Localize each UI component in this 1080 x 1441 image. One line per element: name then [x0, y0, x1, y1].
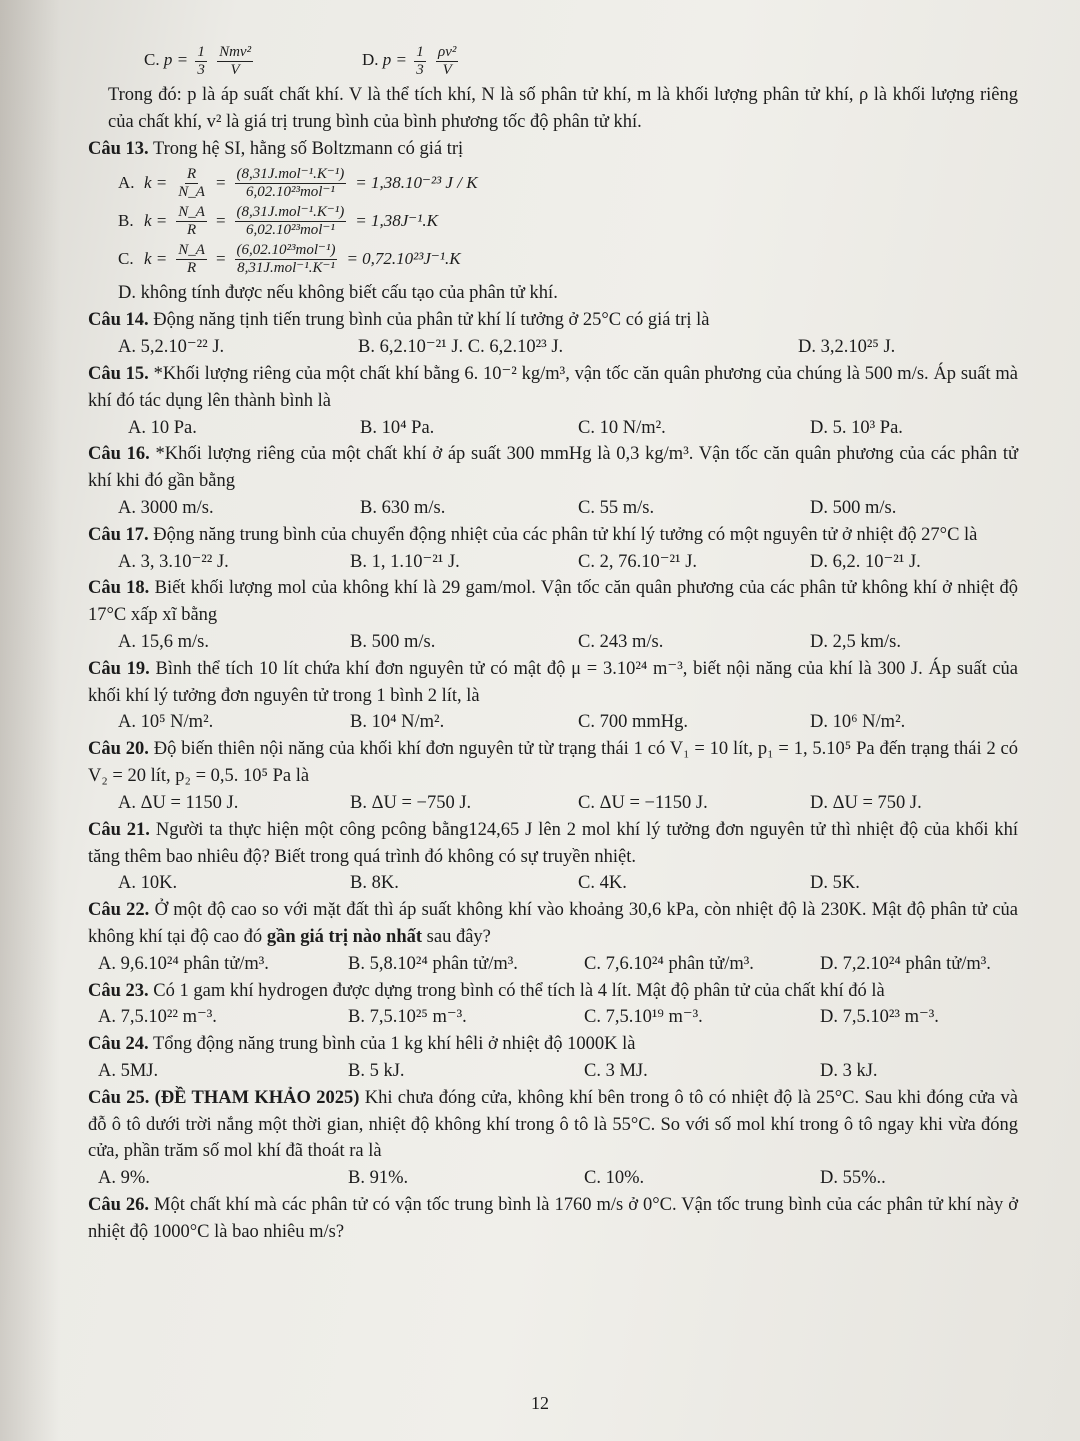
q22-option-d: D. 7,2.10²⁴ phân tử/m³. [820, 953, 991, 974]
q16-option-c: C. 55 m/s. [578, 497, 655, 518]
q25-option-a: A. 9%. [98, 1168, 150, 1189]
q14-option-b: B. 6,2.10⁻²¹ J. C. 6,2.10²³ J. [358, 337, 564, 358]
q23-option-d: D. 7,5.10²³ m⁻³. [820, 1007, 939, 1028]
q15-options [88, 415, 1018, 442]
q15-option-b: B. 10⁴ Pa. [360, 417, 435, 438]
q15-option-d: D. 5. 10³ Pa. [810, 417, 903, 438]
q24-option-c: C. 3 MJ. [584, 1061, 648, 1081]
q19-option-c: C. 700 mmHg. [578, 712, 688, 733]
q25-option-d: D. 55%.. [820, 1168, 886, 1189]
q22-option-a: A. 9,6.10²⁴ phân tử/m³. [98, 953, 269, 974]
question-21: Câu 21. Người ta thực hiện một công pcông bằng124,65 J lên 2 mol khí lý tưởng đơn nguyên tử thì nhiệt độ của khối khí tăng thêm bao nhiêu độ? Biết trong quá trình đó không có sự truyền nhiệt. [88, 819, 1019, 867]
q24-option-a: A. 5MJ. [98, 1061, 159, 1081]
q22-options [88, 951, 1018, 978]
q15-option-a: A. 10 Pa. [128, 417, 197, 438]
question-13: Câu 13. Trong hệ SI, hằng số Boltzmann có giá trị [88, 138, 464, 159]
q19-option-a: A. 10⁵ N/m². [118, 712, 214, 733]
q24-option-d: D. 3 kJ. [820, 1061, 878, 1081]
q14-options [88, 334, 1018, 361]
option-label: C. [144, 49, 160, 69]
question-19: Câu 19. Bình thể tích 10 lít chứa khí đơn nguyên tử có mật độ μ = 3.10²⁴ m⁻³, biết nội năng của khí là 300 J. Áp suất của khối khí lý tưởng đơn nguyên tử trong 1 bình 2 lít, là [88, 658, 1019, 706]
question-15: Câu 15. *Khối lượng riêng của một chất khí bằng 6. 10⁻² kg/m³, vận tốc căn quân phương của chúng là 500 m/s. Áp suất mà khí đó tác dụng lên thành bình là [88, 363, 1019, 411]
q16-option-d: D. 500 m/s. [810, 497, 897, 518]
question-17: Câu 17. Động năng trung bình của chuyển động nhiệt của các phân tử khí lý tưởng có một nguyên tử ở nhiệt độ 27°C là [88, 524, 978, 545]
q13-option-b: B. k = $\frac{N\_A}{R}$ = $\frac{\text{(8,31J.mol⁻¹.K⁻¹)}}{\text{6,02.10²³mol⁻¹}}$ = 1,38J⁻¹.K [118, 204, 438, 238]
q25-options [88, 1165, 1018, 1192]
fraction: $\frac{1}{3}$ [197, 44, 205, 78]
question-25: Câu 25. (ĐỀ THAM KHẢO 2025) Khi chưa đóng cửa, không khí bên trong ô tô có nhiệt độ là 25°C. Sau khi đóng cửa và đỗ ô tô dưới trời nắng một thời gian, nhiệt độ không khí trong ô tô là 55°C. So với số mol khí trong ô tô ngay khi vừa đóng cửa, phần trăm số mol khí đã thoát ra là [88, 1087, 1019, 1162]
q18-option-a: A. 15,6 m/s. [118, 632, 209, 652]
question-24: Câu 24. Tổng động năng trung bình của 1 kg khí hêli ở nhiệt độ 1000K là [88, 1034, 636, 1055]
q20-option-b: B. ΔU = −750 J. [350, 792, 472, 813]
page-number: 12 [531, 1393, 549, 1413]
q23-option-b: B. 7,5.10²⁵ m⁻³. [348, 1007, 467, 1028]
q20-option-c: C. ΔU = −1150 J. [578, 792, 708, 813]
q18-option-b: B. 500 m/s. [350, 632, 436, 652]
q22-option-c: C. 7,6.10²⁴ phân tử/m³. [584, 953, 754, 974]
question-26: Câu 26. Một chất khí mà các phân tử có vận tốc trung bình là 1760 m/s ở 0°C. Vận tốc trung bình của các phân tử khí này ở nhiệt độ 1000°C là bao nhiêu m/s? [88, 1195, 1018, 1242]
q16-option-a: A. 3000 m/s. [118, 497, 214, 518]
q15-option-c: C. 10 N/m². [578, 417, 666, 438]
q21-option-b: B. 8K. [350, 873, 399, 894]
q19-options [88, 709, 1018, 736]
q21-options [88, 870, 1018, 897]
q17-option-c: C. 2, 76.10⁻²¹ J. [578, 551, 698, 572]
q16-option-b: B. 630 m/s. [360, 497, 446, 518]
q18-option-c: C. 243 m/s. [578, 632, 664, 652]
top-option-d [362, 44, 461, 78]
q23-options [88, 1004, 1018, 1031]
q13-option-a: A. k = $\frac{R}{N\_A}$ = $\frac{\text{(8,31J.mol⁻¹.K⁻¹)}}{\text{6,02.10²³mol⁻¹}}$ = 1,38.10⁻²³ J / K [118, 166, 478, 200]
q23-option-a: A. 7,5.10²² m⁻³. [98, 1007, 217, 1028]
question-16: Câu 16. *Khối lượng riêng của một chất khí ở áp suất 300 mmHg là 0,3 kg/m³. Vận tốc căn quân phương của các phân tử khí khi đó gần bằng [88, 444, 1018, 492]
q18-options [88, 629, 1018, 656]
q25-option-c: C. 10%. [584, 1168, 645, 1189]
q21-option-a: A. 10K. [118, 873, 178, 894]
q20-options [88, 790, 1018, 817]
question-20: Câu 20. Độ biến thiên nội năng của khối khí đơn nguyên tử từ trạng thái 1 có V₁ = 10 lít, p₁ = 1, 5.10⁵ Pa đến trạng thái 2 có V₂ = 20 lít, p₂ = 0,5. 10⁵ Pa là [88, 739, 1019, 787]
q16-options [88, 495, 1018, 522]
q17-option-d: D. 6,2. 10⁻²¹ J. [810, 551, 921, 572]
q25-option-b: B. 91%. [348, 1168, 409, 1189]
top-options-row [144, 44, 1018, 78]
document-content [88, 44, 1018, 1246]
q21-option-c: C. 4K. [578, 873, 627, 894]
q18-option-d: D. 2,5 km/s. [810, 632, 901, 652]
question-18: Câu 18. Biết khối lượng mol của không khí là 29 gam/mol. Vận tốc căn quân phương của các phân tử không khí ở nhiệt độ 17°C xấp xĩ bằng [88, 578, 1019, 626]
fraction: $\frac{\text{Nmv²}}{V}$ [219, 44, 252, 78]
q24-options [88, 1058, 1018, 1085]
formula-lhs: p = [163, 49, 189, 69]
q24-option-b: B. 5 kJ. [348, 1061, 405, 1081]
question-14: Câu 14. Động năng tịnh tiến trung bình của phân tử khí lí tưởng ở 25°C có giá trị là [88, 310, 710, 331]
fraction: $\frac{1}{3}$ [416, 44, 424, 78]
q13-option-d: D. không tính được nếu không biết cấu tạo của phân tử khí. [118, 283, 558, 304]
q17-options [88, 549, 1018, 576]
option-label: D. [362, 49, 379, 69]
question-23: Câu 23. Có 1 gam khí hydrogen được dựng trong bình có thể tích là 4 lít. Mật độ phân tử của chất khí đó là [88, 980, 885, 1001]
q21-option-d: D. 5K. [810, 873, 860, 894]
q19-option-d: D. 10⁶ N/m². [810, 712, 906, 733]
top-option-c [144, 44, 362, 78]
q17-option-a: A. 3, 3.10⁻²² J. [118, 551, 229, 572]
q17-option-b: B. 1, 1.10⁻²¹ J. [350, 551, 460, 572]
question-22: Câu 22. Ở một độ cao so với mặt đất thì áp suất không khí vào khoảng 30,6 kPa, còn nhiệt độ là 230K. Mật độ phân tử của không khí tại độ cao đó gần giá trị nào nhất sau đây? [88, 900, 1019, 947]
q13-option-c: C. k = $\frac{N\_A}{R}$ = $\frac{\text{(6,02.10²³mol⁻¹)}}{\text{8,31J.mol⁻¹.K⁻¹}}$ = 0,72.10²³J⁻¹.K [118, 242, 461, 276]
q19-option-b: B. 10⁴ N/m². [350, 712, 445, 733]
formula-lhs: p = [382, 49, 408, 69]
q20-option-a: A. ΔU = 1150 J. [118, 792, 239, 813]
q14-option-d: D. 3,2.10²⁵ J. [798, 337, 896, 358]
q20-option-d: D. ΔU = 750 J. [810, 792, 922, 813]
q22-option-b: B. 5,8.10²⁴ phân tử/m³. [348, 953, 518, 974]
intro-note: Trong đó: p là áp suất chất khí. V là thể tích khí, N là số phân tử khí, m là khối lượng phân tử khí, ρ là khối lượng riêng của chất khí, v² là giá trị trung bình của bình phương tốc độ phân tử khí. [108, 85, 1018, 132]
fraction: $\frac{\text{ρv²}}{V}$ [438, 44, 457, 78]
page-shadow [0, 0, 60, 1441]
q23-option-c: C. 7,5.10¹⁹ m⁻³. [584, 1007, 703, 1028]
q14-option-a: A. 5,2.10⁻²² J. [118, 337, 225, 358]
